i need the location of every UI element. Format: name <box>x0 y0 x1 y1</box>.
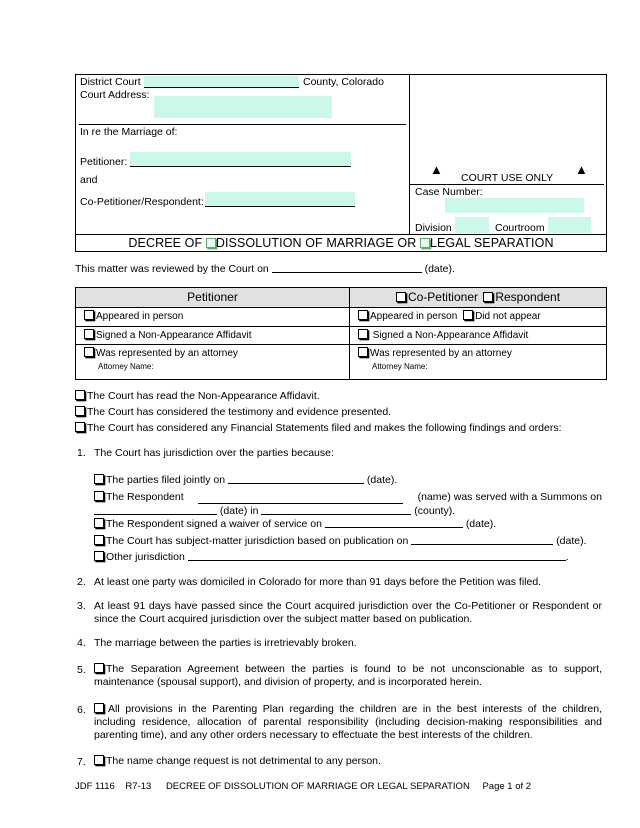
juris-served <box>94 491 602 518</box>
juris-joint-date-field[interactable] <box>228 474 364 484</box>
finding-financial-text: The Court has considered any Financial Statements filed and makes the following findings and orders: <box>87 422 562 434</box>
courtroom-field[interactable] <box>548 217 591 233</box>
resp-attorney-checkbox[interactable] <box>358 347 368 357</box>
juris-waiver-date-field[interactable] <box>325 518 463 528</box>
item-6-text: All provisions in the Parenting Plan regarding the children are in the best interests of the children, including residence, allocation of parental responsibility (including decision-making responsibilities and parenting time), and any other orders necessary to effectuate the best interests of the children. <box>94 703 602 742</box>
pet-attorney-checkbox[interactable] <box>84 347 94 357</box>
juris-served-name-field[interactable] <box>198 494 403 504</box>
resp-appeared-checkbox[interactable] <box>358 310 368 320</box>
item-5-checkbox[interactable] <box>94 663 104 673</box>
page-footer <box>75 781 531 793</box>
juris-other-text: Other jurisdiction <box>106 551 185 563</box>
district-court-label: District Court <box>80 76 141 88</box>
review-suffix: (date). <box>424 263 455 275</box>
juris-served-date-text: (date) in <box>219 505 259 518</box>
legal-separation-checkbox[interactable] <box>420 238 430 248</box>
finding-financial <box>75 422 562 435</box>
title-option-separation: LEGAL SEPARATION <box>429 236 554 250</box>
case-number-field[interactable] <box>445 198 584 213</box>
juris-served-text: The Respondent <box>106 491 184 503</box>
pet-attorney-name-label: Attorney Name: <box>98 361 154 371</box>
court-use-line <box>410 184 604 185</box>
item-1: The Court has jurisdiction over the parties because: <box>94 447 334 459</box>
juris-joint-text: The parties filed jointly on <box>106 474 226 486</box>
pet-affidavit-label: Signed a Non-Appearance Affidavit <box>96 329 252 341</box>
juris-served-date-field[interactable] <box>94 505 217 515</box>
juris-publication-date-field[interactable] <box>411 535 553 545</box>
table-row <box>76 308 607 327</box>
item-number-6: 6. <box>77 704 86 716</box>
finding-affidavit <box>75 390 320 403</box>
footer-page: Page 1 of 2 <box>482 781 532 792</box>
juris-served-mid: (name) was served with a Summons on <box>417 491 602 503</box>
review-line <box>75 263 455 276</box>
resp-did-not-appear-label: Did not appear <box>475 311 541 322</box>
decree-title <box>76 236 606 252</box>
juris-publication-suffix: (date). <box>556 535 587 547</box>
case-number-label: Case Number: <box>415 186 483 198</box>
pet-affidavit-checkbox[interactable] <box>84 329 94 339</box>
title-prefix: DECREE OF <box>128 236 203 250</box>
item-5-text: The Separation Agreement between the parties is found to be not unconscionable as to support, maintenance (spousal support), and division of property, and is incorporated herein. <box>94 663 602 689</box>
respondent-checkbox[interactable] <box>483 292 493 302</box>
finding-affidavit-text: The Court has read the Non-Appearance Affidavit. <box>87 390 320 402</box>
co-petitioner-label: Co-Petitioner/Respondent: <box>80 196 204 208</box>
juris-other <box>94 551 569 564</box>
resp-affidavit-label: Signed a Non-Appearance Affidavit <box>372 329 529 341</box>
courtroom-label: Courtroom <box>495 222 545 234</box>
item-7 <box>94 755 602 768</box>
dissolution-checkbox[interactable] <box>206 238 216 248</box>
footer-revision: R7-13 <box>125 781 152 792</box>
header-respondent: Respondent <box>495 290 561 304</box>
table-row <box>76 345 607 380</box>
review-prefix: This matter was reviewed by the Court on <box>75 263 269 275</box>
juris-joint-checkbox[interactable] <box>94 474 104 484</box>
finding-testimony-checkbox[interactable] <box>75 406 85 416</box>
juris-served-county-text: (county). <box>414 505 456 518</box>
juris-waiver-suffix: (date). <box>465 518 497 530</box>
division-field[interactable] <box>455 217 489 233</box>
juris-joint <box>94 474 397 487</box>
juris-served-county-field[interactable] <box>261 505 411 515</box>
finding-testimony <box>75 406 391 419</box>
county-suffix: County, Colorado <box>303 76 384 88</box>
item-number-7: 7. <box>77 756 86 768</box>
finding-testimony-text: The Court has considered the testimony and evidence presented. <box>87 406 392 418</box>
juris-publication-checkbox[interactable] <box>94 535 104 545</box>
juris-other-suffix: . <box>565 551 569 563</box>
header-co-petitioner-respondent <box>350 288 607 308</box>
resp-attorney-label: Was represented by an attorney <box>370 348 512 359</box>
item-3: At least 91 days have passed since the Court acquired jurisdiction over the Co-Petitioner or Respondent or since the Court acquired jurisdiction over the subject matter based on publication. <box>94 600 602 626</box>
item-6 <box>94 703 602 742</box>
item-number-5: 5. <box>77 664 86 676</box>
juris-other-checkbox[interactable] <box>94 551 104 561</box>
pet-appeared-checkbox[interactable] <box>84 310 94 320</box>
division-label: Division <box>415 222 452 234</box>
district-court-field[interactable] <box>144 76 299 88</box>
table-row <box>76 326 607 345</box>
co-petitioner-field[interactable] <box>205 192 355 207</box>
party-table <box>75 287 607 380</box>
and-label: and <box>80 174 98 186</box>
title-option-dissolution: DISSOLUTION OF MARRIAGE OR <box>215 236 417 250</box>
petitioner-field[interactable] <box>130 152 351 167</box>
item-6-checkbox[interactable] <box>94 703 104 713</box>
co-petitioner-checkbox[interactable] <box>396 292 406 302</box>
review-date-field[interactable] <box>272 263 422 273</box>
juris-waiver-text: The Respondent signed a waiver of service on <box>106 518 322 530</box>
court-address-label: Court Address: <box>80 89 150 101</box>
item-number-1: 1. <box>77 447 86 459</box>
in-re-label: In re the Marriage of: <box>80 126 178 138</box>
juris-other-field[interactable] <box>188 551 566 561</box>
arrow-up-icon: ▲ <box>575 162 588 177</box>
court-use-only-label: COURT USE ONLY <box>461 172 554 184</box>
footer-title: DECREE OF DISSOLUTION OF MARRIAGE OR LEGAL SEPARATION <box>165 781 470 792</box>
juris-publication <box>94 535 587 548</box>
caption-divider <box>409 75 410 235</box>
item-5 <box>94 663 602 689</box>
court-address-line <box>79 124 406 125</box>
pet-appeared-label: Appeared in person <box>96 311 184 322</box>
item-number-3: 3. <box>77 600 86 612</box>
petitioner-label: Petitioner: <box>80 156 128 168</box>
footer-form-id: JDF 1116 <box>75 781 115 792</box>
header-petitioner: Petitioner <box>76 288 350 308</box>
resp-attorney-name-label: Attorney Name: <box>372 361 428 371</box>
finding-financial-checkbox[interactable] <box>75 422 85 432</box>
resp-affidavit-checkbox[interactable] <box>358 329 368 339</box>
finding-affidavit-checkbox[interactable] <box>75 390 85 400</box>
arrow-up-icon: ▲ <box>430 162 443 177</box>
item-7-checkbox[interactable] <box>94 755 104 765</box>
table-header-row <box>76 288 607 308</box>
item-4: The marriage between the parties is irretrievably broken. <box>94 637 357 649</box>
juris-served-checkbox[interactable] <box>94 491 104 501</box>
item-number-4: 4. <box>77 637 86 649</box>
juris-waiver-checkbox[interactable] <box>94 518 104 528</box>
item-7-text: The name change request is not detrimental to any person. <box>106 755 381 767</box>
resp-appeared-label: Appeared in person <box>370 311 458 322</box>
resp-did-not-appear-checkbox[interactable] <box>463 310 473 320</box>
court-address-field[interactable] <box>154 96 332 118</box>
juris-joint-suffix: (date). <box>366 474 398 486</box>
juris-waiver <box>94 518 496 531</box>
item-number-2: 2. <box>77 576 86 588</box>
pet-attorney-label: Was represented by an attorney <box>96 348 238 359</box>
item-2: At least one party was domiciled in Colorado for more than 91 days before the Petition was filed. <box>94 576 542 588</box>
juris-publication-text: The Court has subject-matter jurisdiction based on publication on <box>106 535 409 547</box>
header-co-petitioner: Co-Petitioner <box>407 290 478 304</box>
